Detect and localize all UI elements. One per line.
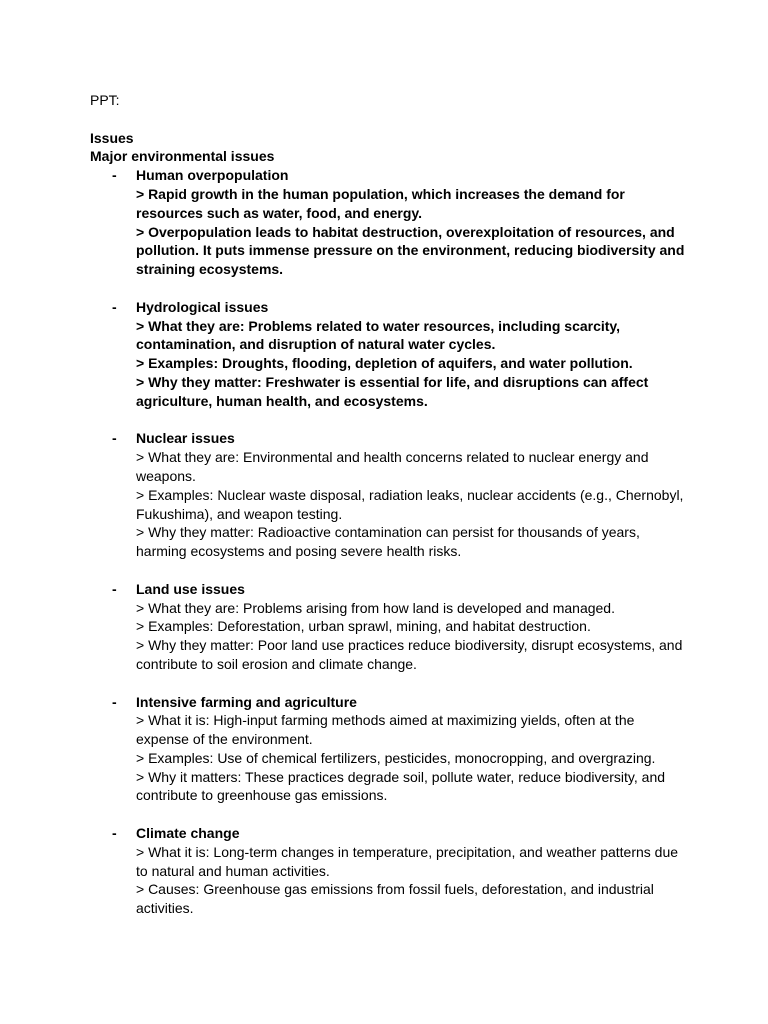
section-subheading: Major environmental issues: [90, 148, 275, 165]
issue-item: [90, 166, 690, 279]
issue-detail: > What they are: Environmental and health concerns related to nuclear energy and weapons.: [136, 449, 649, 484]
section-heading: Issues: [90, 129, 134, 146]
issue-detail: > Why they matter: Radioactive contamination can persist for thousands of years, harming ecosystems and posing severe health risks.: [136, 524, 640, 560]
issue-item: [90, 824, 690, 918]
bullet-dash: -: [112, 825, 117, 842]
bullet-dash: -: [112, 167, 117, 184]
issue-item: [90, 298, 690, 411]
bullet-dash: -: [112, 298, 117, 315]
issue-detail: > Examples: Nuclear waste disposal, radiation leaks, nuclear accidents (e.g., Chernobyl, Fukushima), and weapon testing.: [136, 486, 684, 522]
issue-item: [90, 429, 690, 561]
issue-title: Climate change: [136, 825, 240, 842]
issue-title: Intensive farming and agriculture: [136, 693, 357, 710]
issue-title: Nuclear issues: [136, 430, 235, 447]
issue-detail: > What they are: Problems related to water resources, including scarcity, contamination, and disruption of natural water cycles.: [136, 317, 621, 353]
issue-detail: > Rapid growth in the human population, which increases the demand for resources such as water, food, and energy.: [136, 185, 625, 221]
document-body: [90, 91, 690, 937]
issue-detail: > Causes: Greenhouse gas emissions from fossil fuels, deforestation, and industrial activities.: [136, 881, 654, 917]
issue-detail: > Overpopulation leads to habitat destruction, overexploitation of resources, and pollution. It puts immense pressure on the environment, reducing biodiversity and straining ecosystems.: [136, 223, 685, 278]
issue-item: [90, 693, 690, 806]
issue-detail: > What it is: Long-term changes in temperature, precipitation, and weather patterns due to natural and human activities.: [136, 843, 679, 879]
issue-detail: > Why they matter: Freshwater is essential for life, and disruptions can affect agriculture, human health, and ecosystems.: [136, 373, 649, 409]
issue-detail: > What they are: Problems arising from how land is developed and managed.: [136, 599, 615, 616]
bullet-dash: -: [112, 693, 117, 710]
issue-title: Land use issues: [136, 580, 245, 597]
issue-title: Hydrological issues: [136, 298, 269, 315]
issue-title: Human overpopulation: [136, 167, 289, 184]
issue-item: [90, 580, 690, 674]
issue-detail: > Examples: Deforestation, urban sprawl, mining, and habitat destruction.: [136, 618, 591, 635]
issue-detail: > Why they matter: Poor land use practices reduce biodiversity, disrupt ecosystems, and contribute to soil erosion and climate change.: [136, 637, 683, 672]
issues-list: [90, 166, 690, 918]
issue-detail: > What it is: High-input farming methods aimed at maximizing yields, often at the expense of the environment.: [136, 712, 635, 748]
issue-detail: > Why it matters: These practices degrade soil, pollute water, reduce biodiversity, and contribute to greenhouse gas emissions.: [136, 768, 666, 804]
ppt-label: PPT:: [90, 92, 120, 108]
issue-detail: > Examples: Droughts, flooding, depletion of aquifers, and water pollution.: [136, 355, 633, 372]
issue-detail: > Examples: Use of chemical fertilizers, pesticides, monocropping, and overgrazing.: [136, 749, 656, 766]
bullet-dash: -: [112, 430, 117, 447]
bullet-dash: -: [112, 580, 117, 597]
